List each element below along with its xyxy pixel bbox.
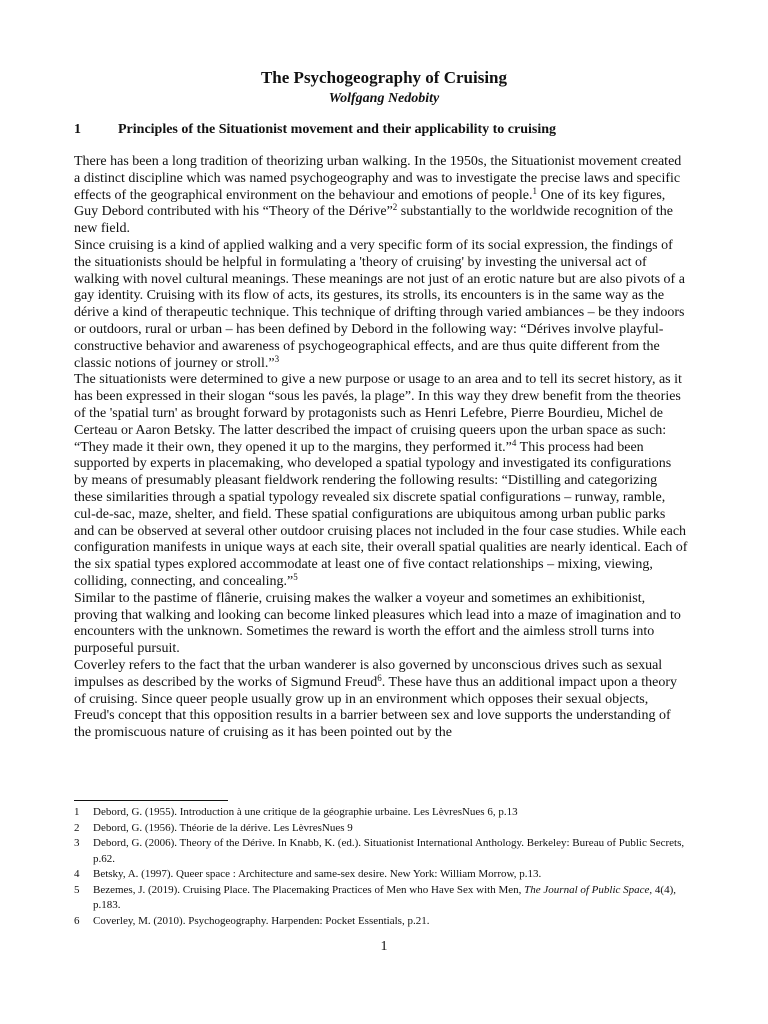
footnote xyxy=(74,821,694,837)
body-text xyxy=(74,154,688,742)
italic-title: The Journal of Public Space xyxy=(524,883,650,896)
section-heading xyxy=(74,121,694,139)
body-paragraph xyxy=(74,591,688,658)
text-run: One of its key figures, Guy Debord contributed with his “Theory of the Dérive” xyxy=(74,187,666,220)
footnote-ref: 1 xyxy=(532,185,537,196)
text-run: Coverley, M. (2010). Psychogeography. Harpenden: Pocket Essentials, p.21. xyxy=(93,914,430,927)
author-name: Wolfgang Nedobity xyxy=(328,91,440,106)
section-number: 1 xyxy=(74,122,81,137)
footnote-ref: 6 xyxy=(377,672,382,683)
footnote-ref: 5 xyxy=(293,571,298,582)
text-run: Coverley refers to the fact that the urban wanderer is also governed by unconscious drives such as sexual impulses as described by the works of Sigmund Freud xyxy=(74,657,663,690)
footnote-number: 5 xyxy=(74,883,80,896)
text-run: Since cruising is a kind of applied walking and a very specific form of its social expression, the findings of the situationists should be helpful in formulating a 'theory of cruising' by investing the universal act of walking with novel cultural meanings. These meanings are not just of an erotic nature but are also pivots of a gay identity. Cruising with its flow of acts, its gestures, its strolls, its encounters is in the same way as the dérive a kind of therapeutic technique. This technique of drifting through varied ambiances – be they indoors or outdoors, rural or urban – has been defined by Debord in the following way: “Dérives involve playful-constructive behavior and awareness of psychogeographical effects, and are thus quite different from the classic notions of journey or stroll.” xyxy=(74,237,685,371)
footnote-ref: 3 xyxy=(274,353,280,364)
footnote-ref: 2 xyxy=(392,202,398,213)
text-run: , 4(4), p.183. xyxy=(93,883,676,911)
text-run: Bezemes, J. (2019). Cruising Place. The Placemaking Practices of Men who Have Sex with Men, xyxy=(93,883,525,896)
document-title: The Psychogeography of Cruising xyxy=(260,68,508,87)
text-run: Debord, G. (1955). Introduction à une critique de la géographie urbaine. Les LèvresNues 6, p.13 xyxy=(93,806,518,818)
footnote xyxy=(74,836,694,867)
footnote-number: 1 xyxy=(74,806,80,818)
text-run: This process had been supported by experts in placemaking, who developed a spatial typology and investigated its configurations by means of presumably pleasant fieldwork rendering the following results: “Distilling and categorizing these similarities through a spatial typology revealed six discrete spatial configurations – runway, ramble, cul-de-sac, maze, shelter, and field. These spatial configurations are ubiquitous among urban public parks and can be observed at several other outdoor cruising places not included in the four case studies. While each configuration manifests in unique ways at each site, their overall spatial qualities are nearly identical. Each of the six spatial types explored accommodate at least one of five contact relationships – mixing, viewing, colliding, connecting, and concealing.” xyxy=(74,439,688,589)
footnote xyxy=(74,805,694,821)
footnote-number: 2 xyxy=(74,821,80,834)
page-number: 1 xyxy=(380,939,388,954)
text-run: . These have thus an additional impact upon a theory of cruising. Since queer people usually grow up in an environment which opposes their sexual objects, Freud's concept that this opposition results in a barrier between sex and love supports the understanding of the promiscuous nature of cruising as it has been pointed out by the xyxy=(74,674,678,741)
text-run: Debord, G. (1956). Théorie de la dérive. Les LèvresNues 9 xyxy=(93,821,353,834)
footnotes xyxy=(74,805,694,929)
footnote xyxy=(74,883,694,914)
text-run: The situationists were determined to give a new purpose or usage to an area and to tell its secret history, as it has been expressed in their slogan “sous les pavés, la plage”. In this way they drew benefit from the theories of the 'spatial turn' as brought forward by protagonists such as Henri Lefebre, Pierre Bourdieu, Michel de Certeau or Aaron Betsky. The latter described the impact of cruising queers upon the urban space as such: “They made it their own, they opened it up to the margins, they performed it.” xyxy=(74,372,682,455)
body-paragraph xyxy=(74,238,688,372)
text-run: Similar to the pastime of flânerie, cruising makes the walker a voyeur and sometimes an exhibitionist, proving that walking and looking can become linked pleasures which lead into a maze of imagination and to encounters with the unknown. Sometimes the reward is worth the effort and the aimless stroll turns into purposeful pursuit. xyxy=(74,590,681,657)
text-run: substantially to the worldwide recognition of the new field. xyxy=(74,204,673,237)
section-title: Principles of the Situationist movement and their applicability to cruising xyxy=(118,122,557,137)
footnote-ref: 4 xyxy=(511,437,517,448)
footnote xyxy=(74,867,694,883)
text-run: There has been a long tradition of theorizing urban walking. In the 1950s, the Situationist movement created a distinct discipline which was named psychogeography and was to investigate the precise laws and specific effects of the geographical environment on the behaviour and emotions of people. xyxy=(74,154,682,203)
footnote-number: 3 xyxy=(74,837,80,849)
footnote-number: 4 xyxy=(74,868,80,880)
body-paragraph xyxy=(74,372,688,590)
body-paragraph xyxy=(74,658,688,742)
text-run: Betsky, A. (1997). Queer space : Architecture and same-sex desire. New York: William Morrow, p.13. xyxy=(93,868,542,880)
body-paragraph xyxy=(74,154,688,238)
footnote-number: 6 xyxy=(74,914,80,927)
text-run: Debord, G. (2006). Theory of the Dérive. In Knabb, K. (ed.). Situationist International Anthology. Berkeley: Bureau of Public Secrets, p.62. xyxy=(93,837,685,865)
footnote-separator xyxy=(74,800,228,801)
footnote xyxy=(74,914,694,930)
